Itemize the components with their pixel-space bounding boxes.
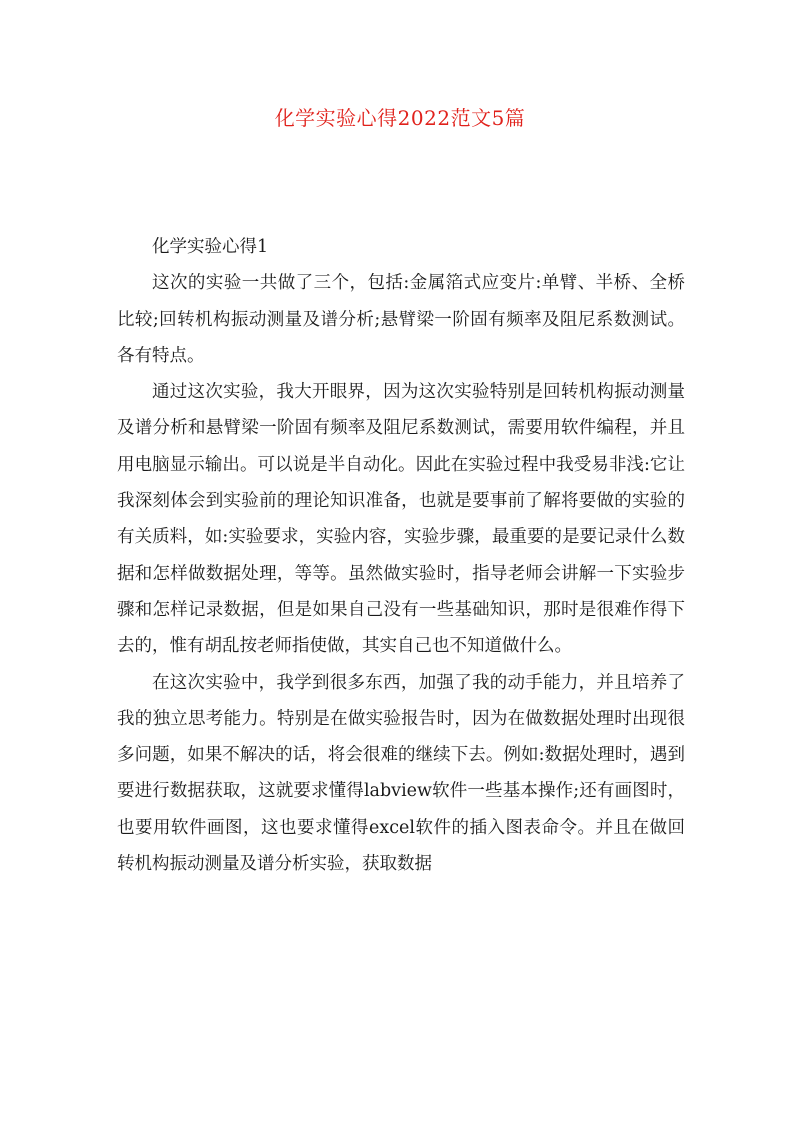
section-heading: 化学实验心得1 <box>152 237 269 257</box>
paragraph-1: 这次的实验一共做了三个，包括:金属箔式应变片:单臂、半桥、全桥比较;回转机构振动测量及谱分析;悬臂梁一阶固有频率及阻尼系数测试。各有特点。 <box>117 273 685 366</box>
paragraph-2: 通过这次实验，我大开眼界，因为这次实验特别是回转机构振动测量及谱分析和悬臂梁一阶固有频率及阻尼系数测试，需要用软件编程，并且用电脑显示输出。可以说是半自动化。因此在实验过程中我受易非浅:它让我深刻体会到实验前的理论知识准备，也就是要事前了解将要做的实验的有关质料，如:实验要求，实验内容，实验步骤，最重要的是要记录什么数据和怎样做数据处理，等等。虽然做实验时，指导老师会讲解一下实验步骤和怎样记录数据，但是如果自己没有一些基础知识，那时是很难作得下去的，惟有胡乱按老师指使做，其实自己也不知道做什么。 <box>117 382 685 657</box>
paragraph-3: 在这次实验中，我学到很多东西，加强了我的动手能力，并且培养了我的独立思考能力。特别是在做实验报告时，因为在做数据处理时出现很多问题，如果不解决的话，将会很难的继续下去。例如:数据处理时，遇到要进行数据获取，这就要求懂得labview软件一些基本操作;还有画图时，也要用软件画图，这也要求懂得excel软件的插入图表命令。并且在做回转机构振动测量及谱分析实验，获取数据 <box>117 672 685 875</box>
document-title: 化学实验心得2022范文5篇 <box>274 106 526 130</box>
document-body <box>117 229 685 882</box>
